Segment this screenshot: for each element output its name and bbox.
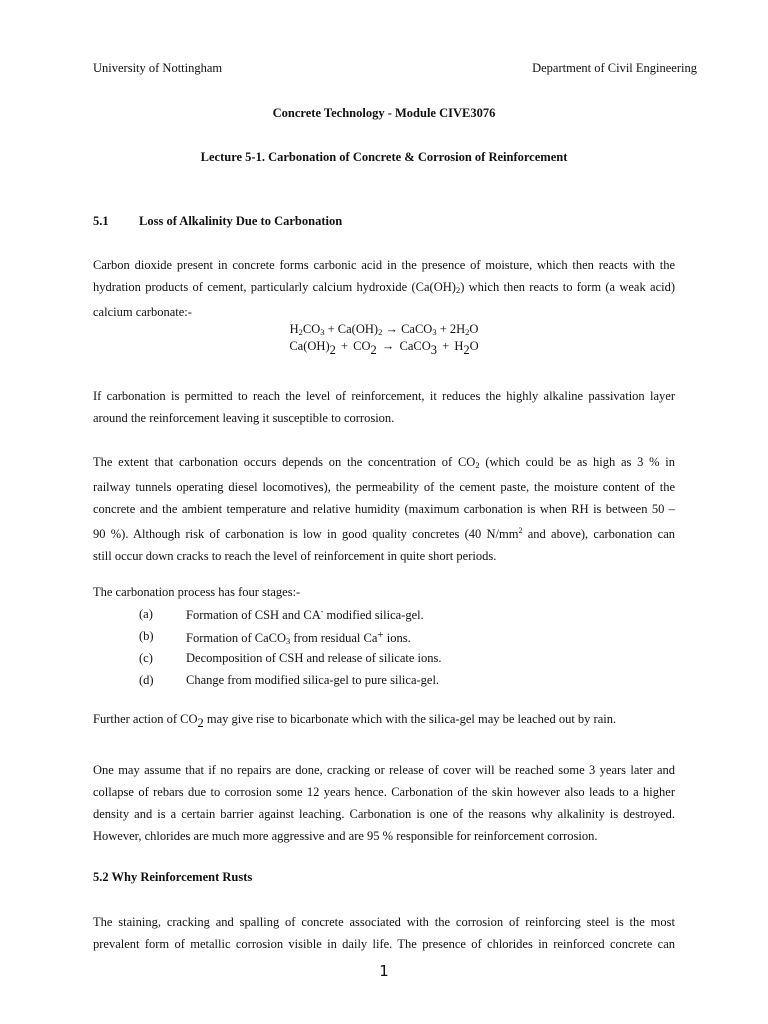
stage-c-label: (c) — [139, 651, 153, 665]
para5-line1: One may assume that if no repairs are done, cracking or release of cover will be reached some 3 years later and — [93, 763, 675, 777]
para2-line1: If carbonation is permitted to reach the level of reinforcement, it reduces the highly alkaline passivation layer — [93, 389, 675, 403]
para3-line2: railway tunnels operating diesel locomotives), the permeability of the cement paste, the moisture content of the — [93, 480, 675, 494]
paragraph-carbonation-reinforcement — [93, 385, 675, 429]
paragraph-staining — [93, 911, 675, 955]
stage-a-text: Formation of CSH and CA- modified silica-gel. — [186, 607, 424, 622]
stage-b-text: Formation of CaCO$_3$ from residual Ca+ ions. — [186, 629, 411, 646]
page-number: 1 — [379, 962, 389, 980]
para3-line4: 90 %). Although risk of carbonation is low in good quality concretes (40 $N/mm^2$ and above), carbonation can — [93, 526, 675, 541]
header-university: University of Nottingham — [93, 61, 223, 75]
para5-line3: density and is a certain barrier against leaching. Carbonation is one of the reasons why alkalinity is destroyed. — [93, 807, 675, 821]
equation-1: $H_2CO_3 + Ca(OH)_2$ → CaCO$_3$ + $2H_2O$ — [289, 322, 479, 337]
section-5-2-title: 5.2 Why Reinforcement Rusts — [93, 870, 253, 884]
stage-b-label: (b) — [139, 629, 154, 643]
para5-line4: However, chlorides are much more aggressive and are 95 % responsible for reinforcement corrosion. — [93, 829, 598, 843]
paragraph-bicarbonate: Further action of CO2 may give rise to bicarbonate which with the silica-gel may be leached out by rain. — [93, 712, 617, 730]
section-5-1-title: Loss of Alkalinity Due to Carbonation — [139, 214, 343, 228]
para3-line5: still occur down cracks to reach the level of reinforcement in quite short periods. — [93, 549, 497, 563]
stage-d-label: (d) — [139, 673, 154, 687]
para3-line1: The extent that carbonation occurs depends on the concentration of $CO_2$ (which could be as high as 3 % in — [93, 455, 675, 470]
para1-line3: calcium carbonate:- — [93, 305, 192, 319]
stages-intro: The carbonation process has four stages:- — [93, 585, 301, 599]
paragraph-repairs — [93, 759, 675, 847]
para6-line2: prevalent form of metallic corrosion visible in daily life. The presence of chlorides in reinforced concrete can — [93, 937, 675, 951]
stage-d-text: Change from modified silica-gel to pure silica-gel. — [186, 673, 440, 687]
para3-line3: concrete and the ambient temperature and relative humidity (maximum carbonation is when RH is between 50 – — [93, 502, 675, 516]
stage-a-label: (a) — [139, 607, 153, 621]
equation-2: Ca(OH)2 + CO2 → CaCO3 + H2O — [289, 339, 479, 357]
para1-line2: hydration products of cement, particularly calcium hydroxide $(Ca(OH)_2)$ which then reacts to form (a weak acid) — [93, 280, 676, 295]
header-department: Department of Civil Engineering — [532, 61, 697, 75]
lecture-title: Lecture 5-1. Carbonation of Concrete & Corrosion of Reinforcement — [200, 150, 568, 164]
stage-c-text: Decomposition of CSH and release of silicate ions. — [186, 651, 442, 665]
para5-line2: collapse of rebars due to corrosion some 12 years hence. Carbonation of the skin however also leads to a higher — [93, 785, 675, 799]
module-title: Concrete Technology - Module CIVE3076 — [272, 106, 496, 120]
paragraph-carbon-dioxide — [93, 254, 675, 323]
section-5-1-number: 5.1 — [93, 214, 109, 228]
para6-line1: The staining, cracking and spalling of concrete associated with the corrosion of reinforcing steel is the most — [93, 915, 675, 929]
para1-line1: Carbon dioxide present in concrete forms carbonic acid in the presence of moisture, which then reacts with the — [93, 258, 675, 272]
para2-line2: around the reinforcement leaving it susceptible to corrosion. — [93, 411, 395, 425]
paragraph-extent-carbonation — [93, 451, 675, 567]
